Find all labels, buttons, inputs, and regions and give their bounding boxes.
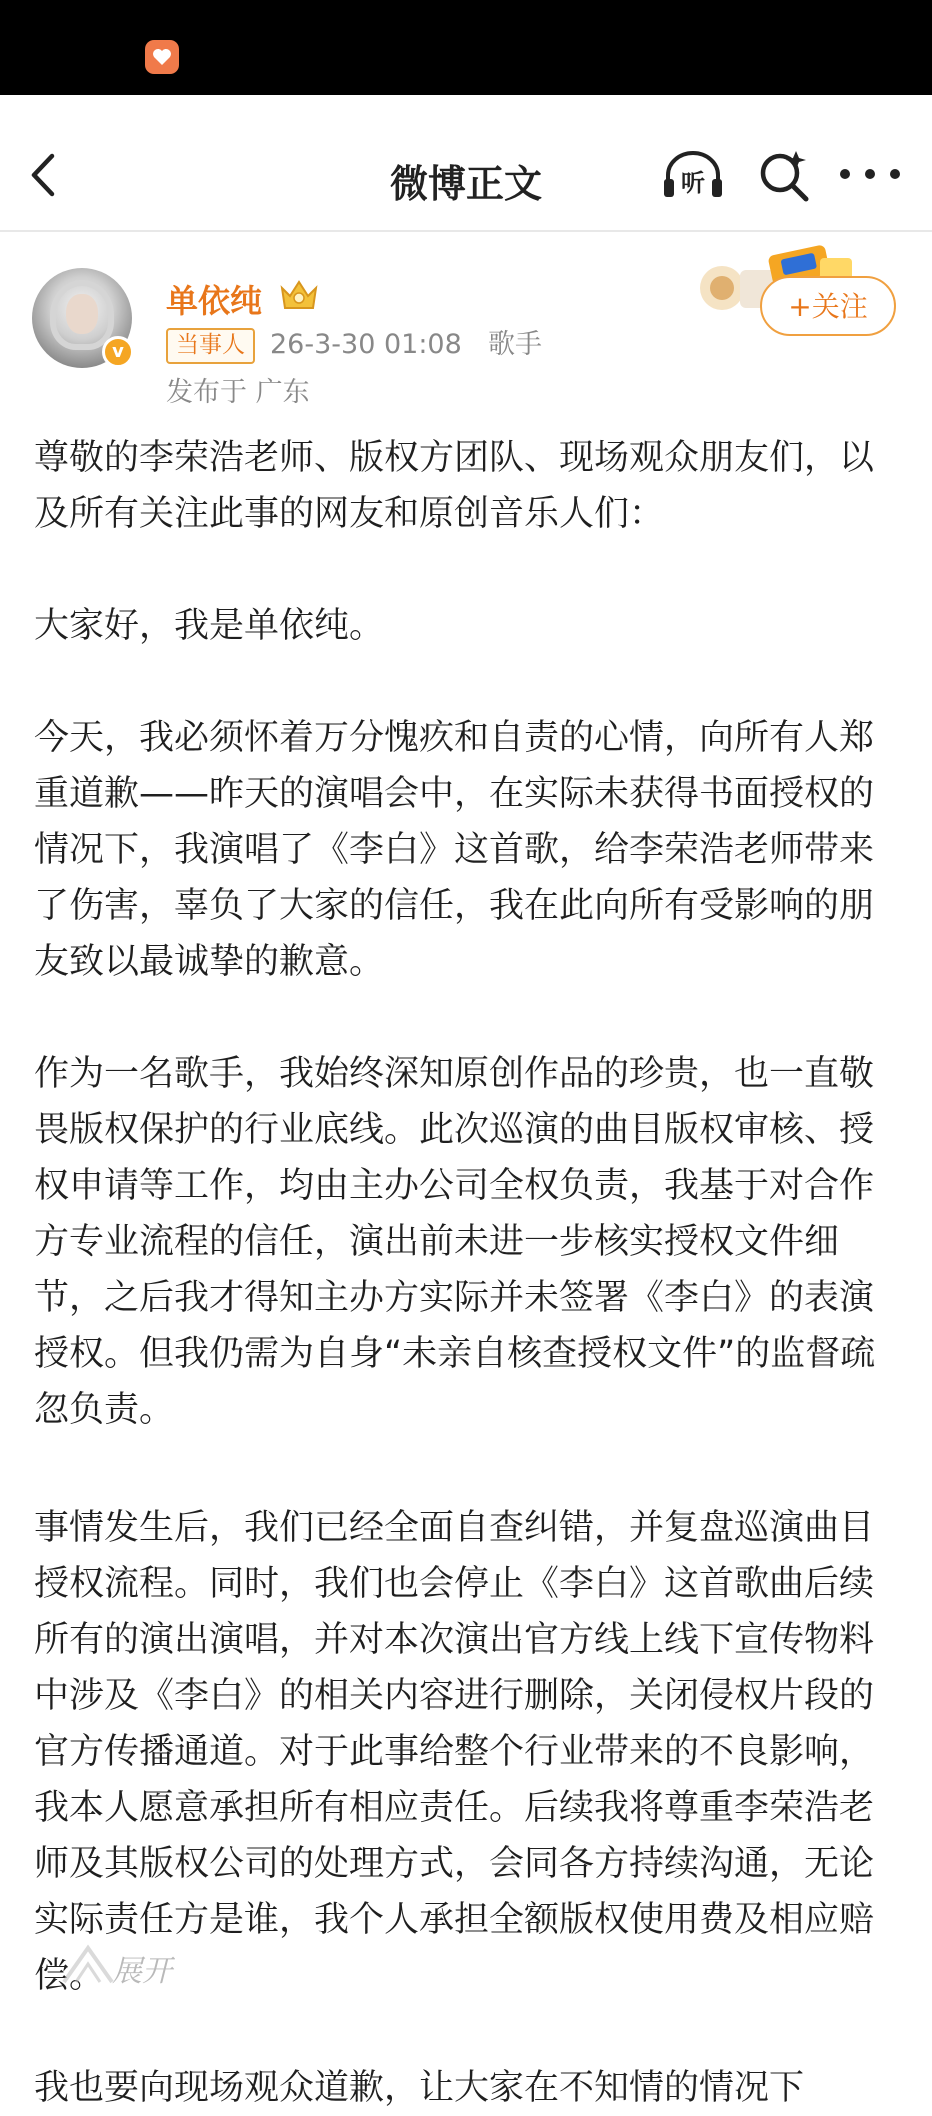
listen-icon[interactable]	[660, 149, 726, 201]
page-title: 微博正文	[389, 162, 542, 206]
search-icon[interactable]	[756, 147, 812, 203]
more-icon[interactable]	[838, 169, 902, 183]
author-name[interactable]: 单依纯	[166, 282, 263, 320]
follow-button[interactable]: +关注	[760, 276, 896, 336]
post-paragraph: 作为一名歌手，我始终深知原创作品的珍贵，也一直敬畏版权保护的行业底线。此次巡演的曲目版权审核、授权申请等工作，均由主办公司全权负责，我基于对合作方专业流程的信任，演出前未进一步核实授权文件细节，之后我才得知主办方实际并未签署《李白》的表演授权。但我仍需为自身“未亲自核查授权文件”的监督疏忽负责。	[34, 1054, 876, 1430]
involved-party-tag: 当事人	[166, 328, 255, 364]
post-paragraph: 大家好，我是单依纯。	[34, 606, 385, 646]
status-bar	[0, 0, 932, 95]
post-body	[34, 430, 904, 2116]
weibo-notification-icon	[145, 40, 179, 74]
post-location: 发布于 广东	[166, 377, 310, 408]
crown-icon	[278, 276, 320, 314]
post-time: 26-3-30 01:08	[270, 329, 462, 360]
watermark-text: 展开	[112, 1954, 172, 1989]
author-role: 歌手	[488, 329, 542, 360]
post-paragraph: 事情发生后，我们已经全面自查纠错，并复盘巡演曲目授权流程。同时，我们也会停止《李白》这首歌曲后续所有的演出演唱，并对本次演出官方线上线下宣传物料中涉及《李白》的相关内容进行删除，关闭侵权片段的官方传播通道。对于此事给整个行业带来的不良影响，我本人愿意承担所有相应责任。后续我将尊重李荣浩老师及其版权公司的处理方式，会同各方持续沟通，无论实际责任方是谁，我个人承担全额版权使用费及相应赔偿。	[34, 1508, 875, 1996]
post-paragraph: 我也要向现场观众道歉，让大家在不知情的情况下	[34, 2068, 805, 2108]
post-paragraph: 尊敬的李荣浩老师、版权方团队、现场观众朋友们，以及所有关注此事的网友和原创音乐人们：	[34, 438, 875, 534]
nav-bar	[0, 95, 932, 232]
verified-icon: v	[102, 336, 134, 368]
post-paragraph: 今天，我必须怀着万分愧疚和自责的心情，向所有人郑重道歉——昨天的演唱会中，在实际未获得书面授权的情况下，我演唱了《李白》这首歌，给李荣浩老师带来了伤害，辜负了大家的信任，我在此向所有受影响的朋友致以最诚挚的歉意。	[34, 718, 875, 982]
listen-label: 听	[681, 169, 705, 197]
post-header	[0, 232, 932, 412]
